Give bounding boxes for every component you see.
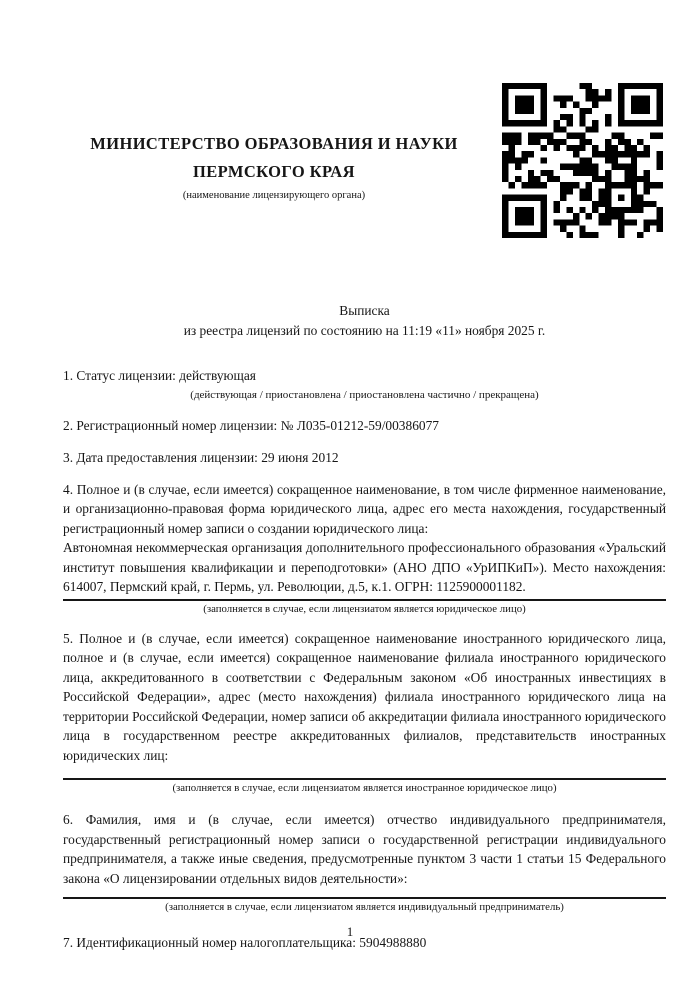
legal-entity-intro: 4. Полное и (в случае, если имеется) сокращенное наименование, в том числе фирменное наименование, и организационно-правовая форма юридического лица, адрес его места нахождения, государственный регистрационный номер записи о создании юридического лица: (63, 481, 666, 536)
page-number: 1 (346, 924, 354, 939)
item-grant-date (63, 448, 666, 468)
legal-entity-caption: (заполняется в случае, если лицензиатом является юридическое лицо) (203, 602, 526, 615)
taxpayer-number-text: 7. Идентификационный номер налогоплательщика: 5904988880 (63, 935, 427, 950)
entrepreneur-caption: (заполняется в случае, если лицензиатом является индивидуальный предприниматель) (165, 901, 564, 913)
foreign-entity-caption: (заполняется в случае, если лицензиатом является иностранное юридическое лицо) (172, 782, 557, 794)
license-status-text: 1. Статус лицензии: действующая (63, 368, 256, 383)
item-legal-entity (63, 480, 666, 616)
document-title-line2: из реестра лицензий по состоянию на 11:19 «11» ноября 2025 г. (183, 322, 546, 338)
entrepreneur-text: 6. Фамилия, имя и (в случае, если имеется) отчество индивидуального предпринимателя, государственный регистрационный номер записи о государственной регистрации индивидуального предпринимателя, а также иные сведения, предусмотренные пунктом 3 части 1 статьи 15 Федерального закона «О лицензировании отдельных видов деятельности»: (63, 812, 666, 886)
item-foreign-entity (63, 629, 666, 796)
item-registration-number (63, 416, 666, 436)
legal-entity-value: Автономная некоммерческая организация дополнительного профессионального образования «Уральский институт повышения квалификации и переподготовки» (АНО ДПО «УрИПКиП»). Место нахождения: 614007, Пермский край, г. Пермь, ул. Революции, д.5, к.1. ОГРН: 1125900001182. (63, 540, 666, 594)
document-title (63, 301, 666, 340)
item-entrepreneur (63, 810, 666, 914)
foreign-entity-rule (63, 778, 666, 780)
qr-code-icon (502, 83, 663, 238)
registration-number-text: 2. Регистрационный номер лицензии: № Л035-01212-59/00386077 (63, 417, 439, 433)
license-status-options-caption: (действующая / приостановлена / приостановлена частично / прекращена) (190, 388, 539, 401)
ministry-name-line2: ПЕРМСКОГО КРАЯ (193, 162, 355, 181)
legal-entity-rule (63, 599, 666, 601)
document-body (63, 301, 666, 953)
item-license-status (63, 366, 666, 403)
document-title-line1: Выписка (339, 303, 390, 318)
ministry-name-line1: МИНИСТЕРСТВО ОБРАЗОВАНИЯ И НАУКИ (90, 134, 458, 153)
grant-date-text: 3. Дата предоставления лицензии: 29 июня 2012 (63, 450, 339, 465)
entrepreneur-rule (63, 897, 666, 899)
authority-caption: (наименование лицензирующего органа) (182, 190, 366, 201)
licensing-authority-header (56, 130, 492, 202)
foreign-entity-text: 5. Полное и (в случае, если имеется) сокращенное наименование иностранного юридического лица, полное и (в случае, если имеется) сокращенное наименование филиала иностранного юридического лица, аккредитованного в соответствии с Федеральным законом «Об иностранных инвестициях в Российской Федерации», адрес (место нахождения) филиала иностранного юридического лица на территории Российской Федерации, номер записи об аккредитации филиала иностранного юридического лица в государственном реестре аккредитованных филиалов, представительств иностранных юридических лиц: (63, 630, 666, 763)
